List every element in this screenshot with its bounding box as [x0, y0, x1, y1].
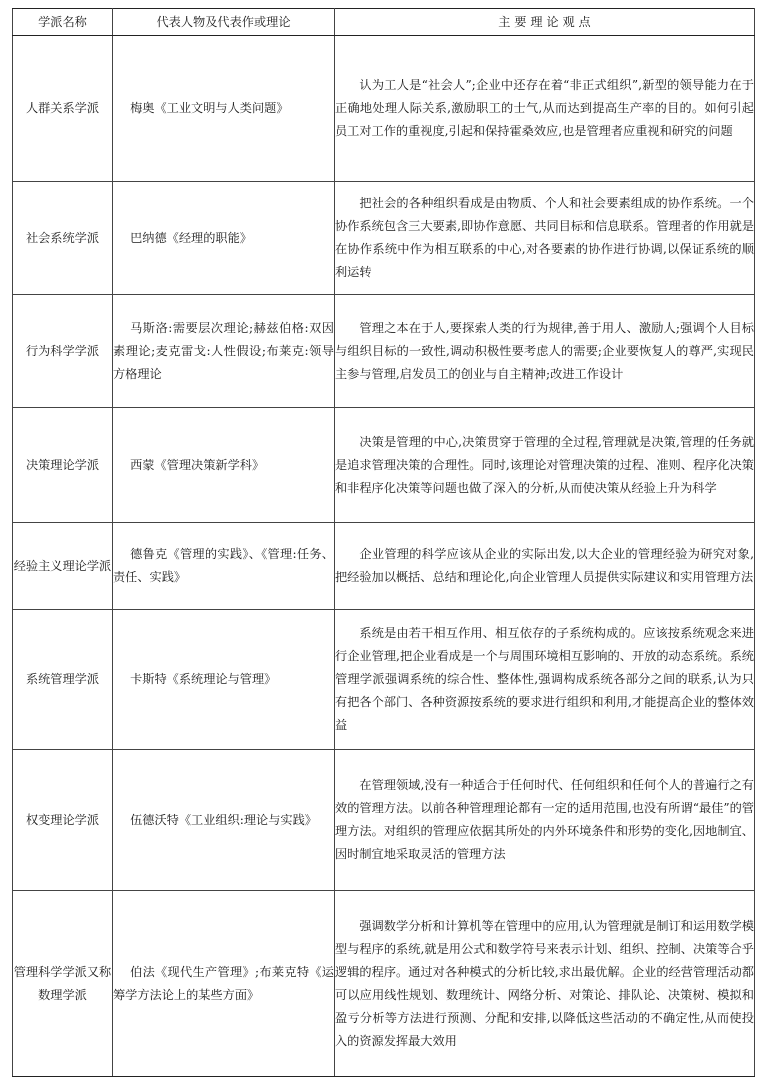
table-row: [13, 408, 755, 523]
school-name: 决策理论学派: [13, 408, 113, 523]
main-view-text: 管理之本在于人,要探索人类的行为规律,善于用人、激励人;强调个人目标与组织目标的一致性,调动积极性要考虑人的需要;企业要恢复人的尊严,实现民主参与管理,启发员工的创业与自主精神;改进工作设计: [335, 320, 754, 381]
table-row: [13, 891, 755, 1077]
main-view-text: 企业管理的科学应该从企业的实际出发,以大企业的管理经验为研究对象,把经验加以概括、总结和理论化,向企业管理人员提供实际建议和实用管理方法: [335, 547, 754, 584]
school-name: 经验主义理论学派: [13, 523, 113, 610]
main-view: [335, 408, 755, 523]
main-view-text: 把社会的各种组织看成是由物质、个人和社会要素组成的协作系统。一个协作系统包含三大要素,即协作意愿、共同目标和信息联系。管理者的作用就是在协作系统中作为相互联系的中心,对各要素的协作进行协调,以保证系统的顺利运转: [335, 196, 754, 279]
main-view: [335, 36, 755, 182]
main-view-text: 决策是管理的中心,决策贯穿于管理的全过程,管理就是决策,管理的任务就是追求管理决策的合理性。同时,该理论对管理决策的过程、准则、程序化决策和非程序化决策等问题也做了深入的分析,从而使决策从经验上升为科学: [335, 434, 754, 495]
main-view: [335, 523, 755, 610]
header-school: 学派名称: [13, 9, 113, 36]
school-name: 系统管理学派: [13, 610, 113, 750]
representative-text: 梅奥《工业文明与人类问题》: [130, 101, 289, 115]
representative-text: 巴纳德《经理的职能》: [130, 230, 252, 245]
representative: [113, 891, 335, 1077]
theory-table: [12, 8, 755, 1077]
header-main-views: 主 要 理 论 观 点: [335, 9, 755, 36]
school-name: 人群关系学派: [13, 36, 113, 182]
representative: [113, 610, 335, 750]
header-row: [13, 9, 755, 36]
school-name: 管理科学学派又称数理学派: [13, 891, 113, 1077]
main-view: [335, 295, 755, 408]
representative-text: 德鲁克《管理的实践》、《管理:任务、责任、实践》: [113, 547, 334, 584]
main-view-text: 强调数学分析和计算机等在管理中的应用,认为管理就是制订和运用数学模型与程序的系统,就是用公式和数学符号来表示计划、组织、控制、决策等合乎逻辑的程序。通过对各种模式的分析比较,求出最优解。企业的经营管理活动都可以应用线性规划、数理统计、网络分析、对策论、排队论、决策树、模拟和盈亏分析等方法进行预测、分配和安排,以降低这些活动的不确定性,从而使投入的资源发挥最大效用: [335, 918, 754, 1048]
header-representative: 代表人物及代表作或理论: [113, 9, 335, 36]
representative-text: 西蒙《管理决策新学科》: [130, 457, 265, 472]
main-view-text: 认为工人是“社会人”;企业中还存在着“非正式组织”,新型的领导能力在于正确地处理人际关系,激励职工的士气,从而达到提高生产率的目的。如何引起员工对工作的重视度,引起和保持霍桑效应,也是管理者应重视和研究的问题: [335, 78, 754, 138]
main-view-text: 在管理领域,没有一种适合于任何时代、任何组织和任何个人的普遍行之有效的管理方法。以前各种管理理论都有一定的适用范围,也没有所谓“最佳”的管理方法。对组织的管理应依据其所处的内外环境条件和形势的变化,因地制宜、因时制宜地采取灵活的管理方法: [335, 778, 754, 861]
table-body: [13, 36, 755, 1077]
school-name: 行为科学学派: [13, 295, 113, 408]
school-name: 权变理论学派: [13, 750, 113, 891]
representative-text: 卡斯特《系统理论与管理》: [130, 672, 277, 686]
representative: [113, 36, 335, 182]
representative-text: 马斯洛:需要层次理论;赫兹伯格:双因素理论;麦克雷戈:人性假设;布莱克:领导方格理论: [113, 320, 334, 381]
representative-text: 伍德沃特《工业组织:理论与实践》: [130, 812, 317, 827]
table-row: [13, 523, 755, 610]
representative: [113, 408, 335, 523]
table-row: [13, 182, 755, 295]
table-row: [13, 750, 755, 891]
main-view: [335, 182, 755, 295]
representative-text: 伯法《现代生产管理》;布莱克特《运筹学方法论上的某些方面》: [113, 964, 334, 1002]
main-view-text: 系统是由若干相互作用、相互依存的子系统构成的。应该按系统观念来进行企业管理,把企业看成是一个与周围环境相互影响的、开放的动态系统。系统管理学派强调系统的综合性、整体性,强调构成系统各部分之间的联系,认为只有把各个部门、各种资源按系统的要求进行组织和利用,才能提高企业的整体效益: [335, 626, 754, 732]
table-row: [13, 610, 755, 750]
representative: [113, 182, 335, 295]
school-name: 社会系统学派: [13, 182, 113, 295]
main-view: [335, 750, 755, 891]
representative: [113, 523, 335, 610]
representative: [113, 750, 335, 891]
main-view: [335, 610, 755, 750]
table-row: [13, 295, 755, 408]
representative: [113, 295, 335, 408]
table-row: [13, 36, 755, 182]
table-header: [13, 9, 755, 36]
main-view: [335, 891, 755, 1077]
